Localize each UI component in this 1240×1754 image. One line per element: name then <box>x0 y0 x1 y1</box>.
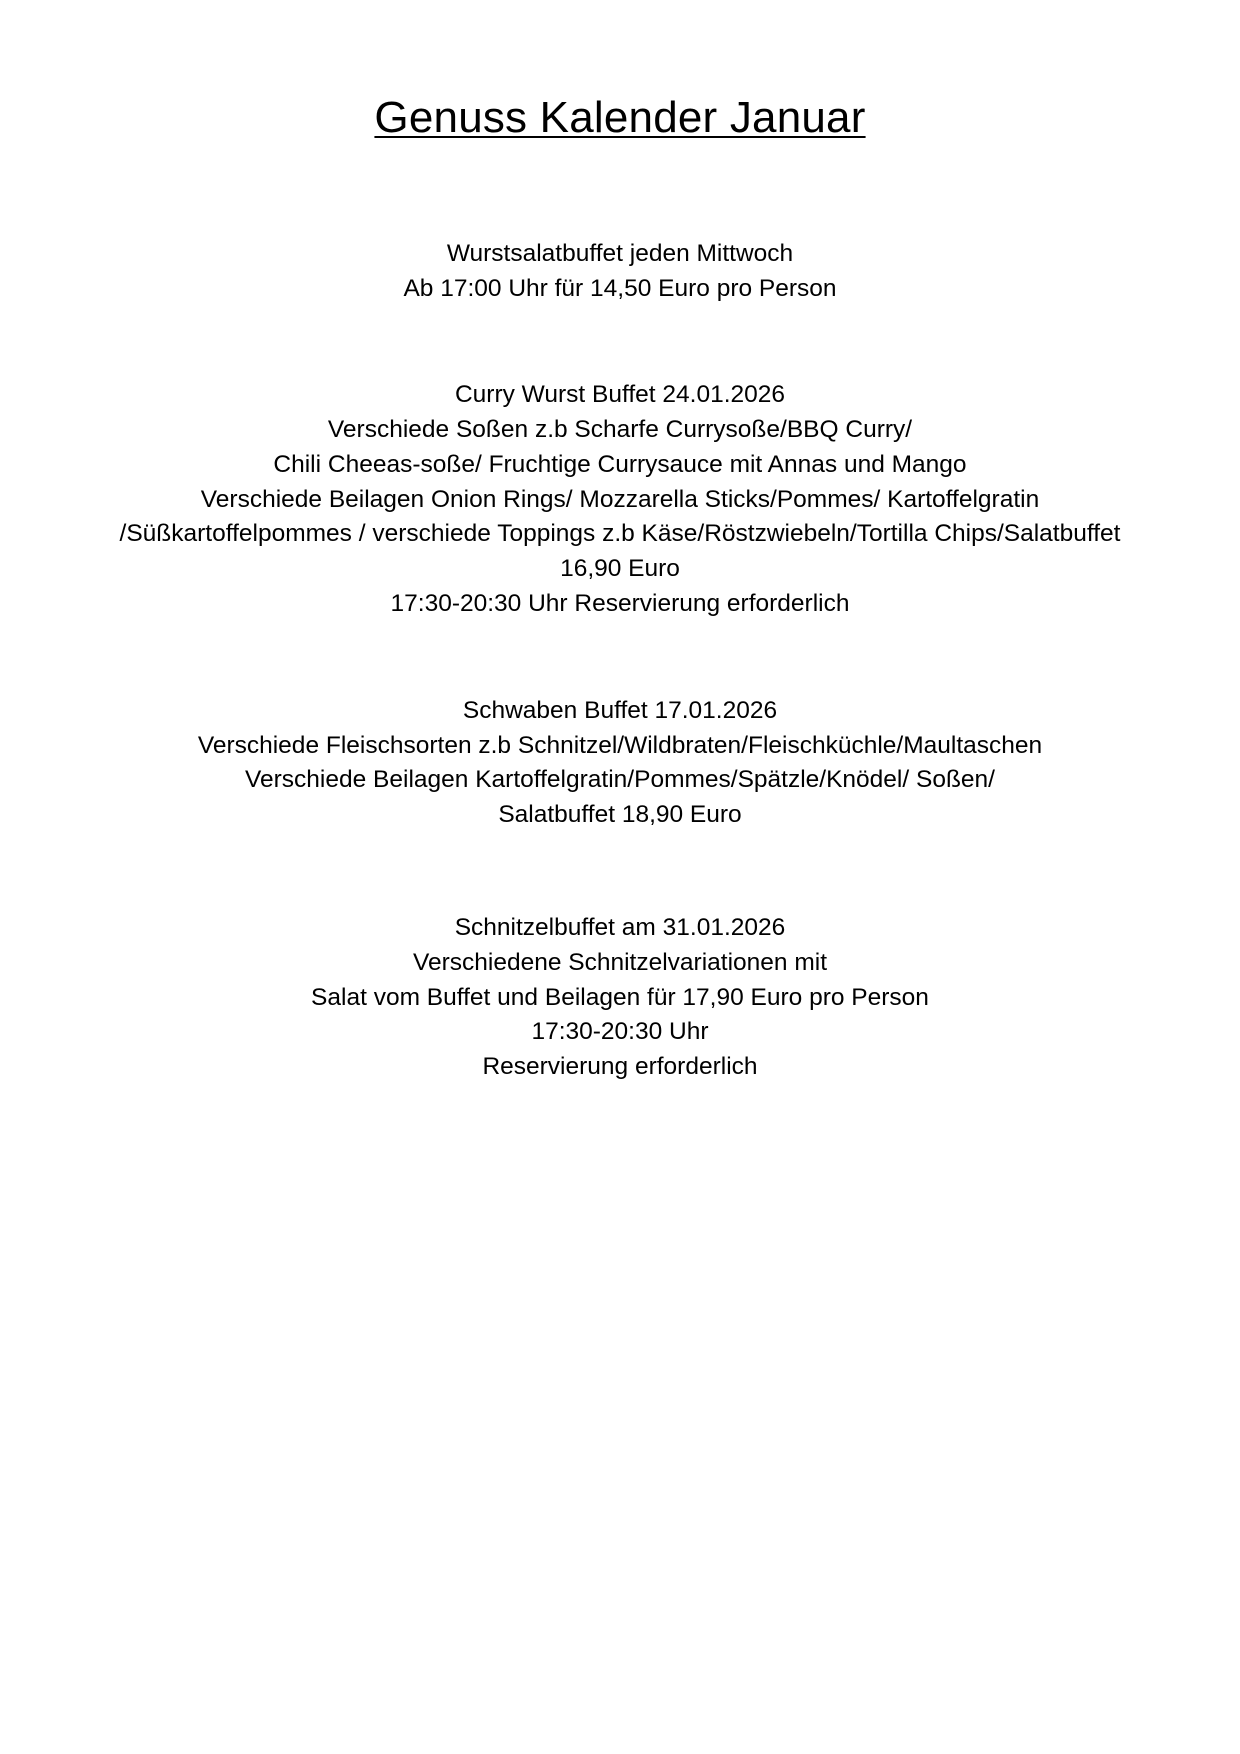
section-wurstsalatbuffet <box>0 237 1240 307</box>
section-curry-wurst-buffet <box>0 378 1240 621</box>
section-line: Verschiede Fleischsorten z.b Schnitzel/Wildbraten/Fleischküchle/Maultaschen <box>197 731 1043 759</box>
section-line: Reservierung erforderlich <box>482 1053 758 1081</box>
section-line: Verschiede Beilagen Onion Rings/ Mozzarella Sticks/Pommes/ Kartoffelgratin <box>200 485 1040 513</box>
section-line: Salatbuffet 18,90 Euro <box>498 801 742 829</box>
section-schwaben-buffet <box>0 694 1240 833</box>
section-schnitzelbuffet <box>0 911 1240 1085</box>
section-line: Salat vom Buffet und Beilagen für 17,90 Euro pro Person <box>311 983 929 1011</box>
section-line: Wurstsalatbuffet jeden Mittwoch <box>446 239 794 267</box>
page-title-text: Genuss Kalender Januar <box>374 93 866 142</box>
section-line: Schnitzelbuffet am 31.01.2026 <box>454 913 786 941</box>
section-line: 17:30-20:30 Uhr <box>531 1018 709 1046</box>
section-line: 17:30-20:30 Uhr Reservierung erforderlich <box>390 590 850 618</box>
section-line: Ab 17:00 Uhr für 14,50 Euro pro Person <box>403 274 837 302</box>
section-line: Chili Cheeas-soße/ Fruchtige Currysauce mit Annas und Mango <box>273 450 967 478</box>
section-line: Curry Wurst Buffet 24.01.2026 <box>454 381 786 409</box>
section-line: Verschiede Soßen z.b Scharfe Currysoße/BBQ Curry/ <box>327 416 913 444</box>
page-title <box>0 0 1240 145</box>
section-line: Schwaben Buffet 17.01.2026 <box>462 696 778 724</box>
section-line: /Süßkartoffelpommes / verschiede Toppings z.b Käse/Röstzwiebeln/Tortilla Chips/Salatbuffet <box>119 520 1121 548</box>
section-line: 16,90 Euro <box>560 555 680 583</box>
section-line: Verschiedene Schnitzelvariationen mit <box>412 948 827 976</box>
section-line: Verschiede Beilagen Kartoffelgratin/Pommes/Spätzle/Knödel/ Soßen/ <box>245 766 995 794</box>
